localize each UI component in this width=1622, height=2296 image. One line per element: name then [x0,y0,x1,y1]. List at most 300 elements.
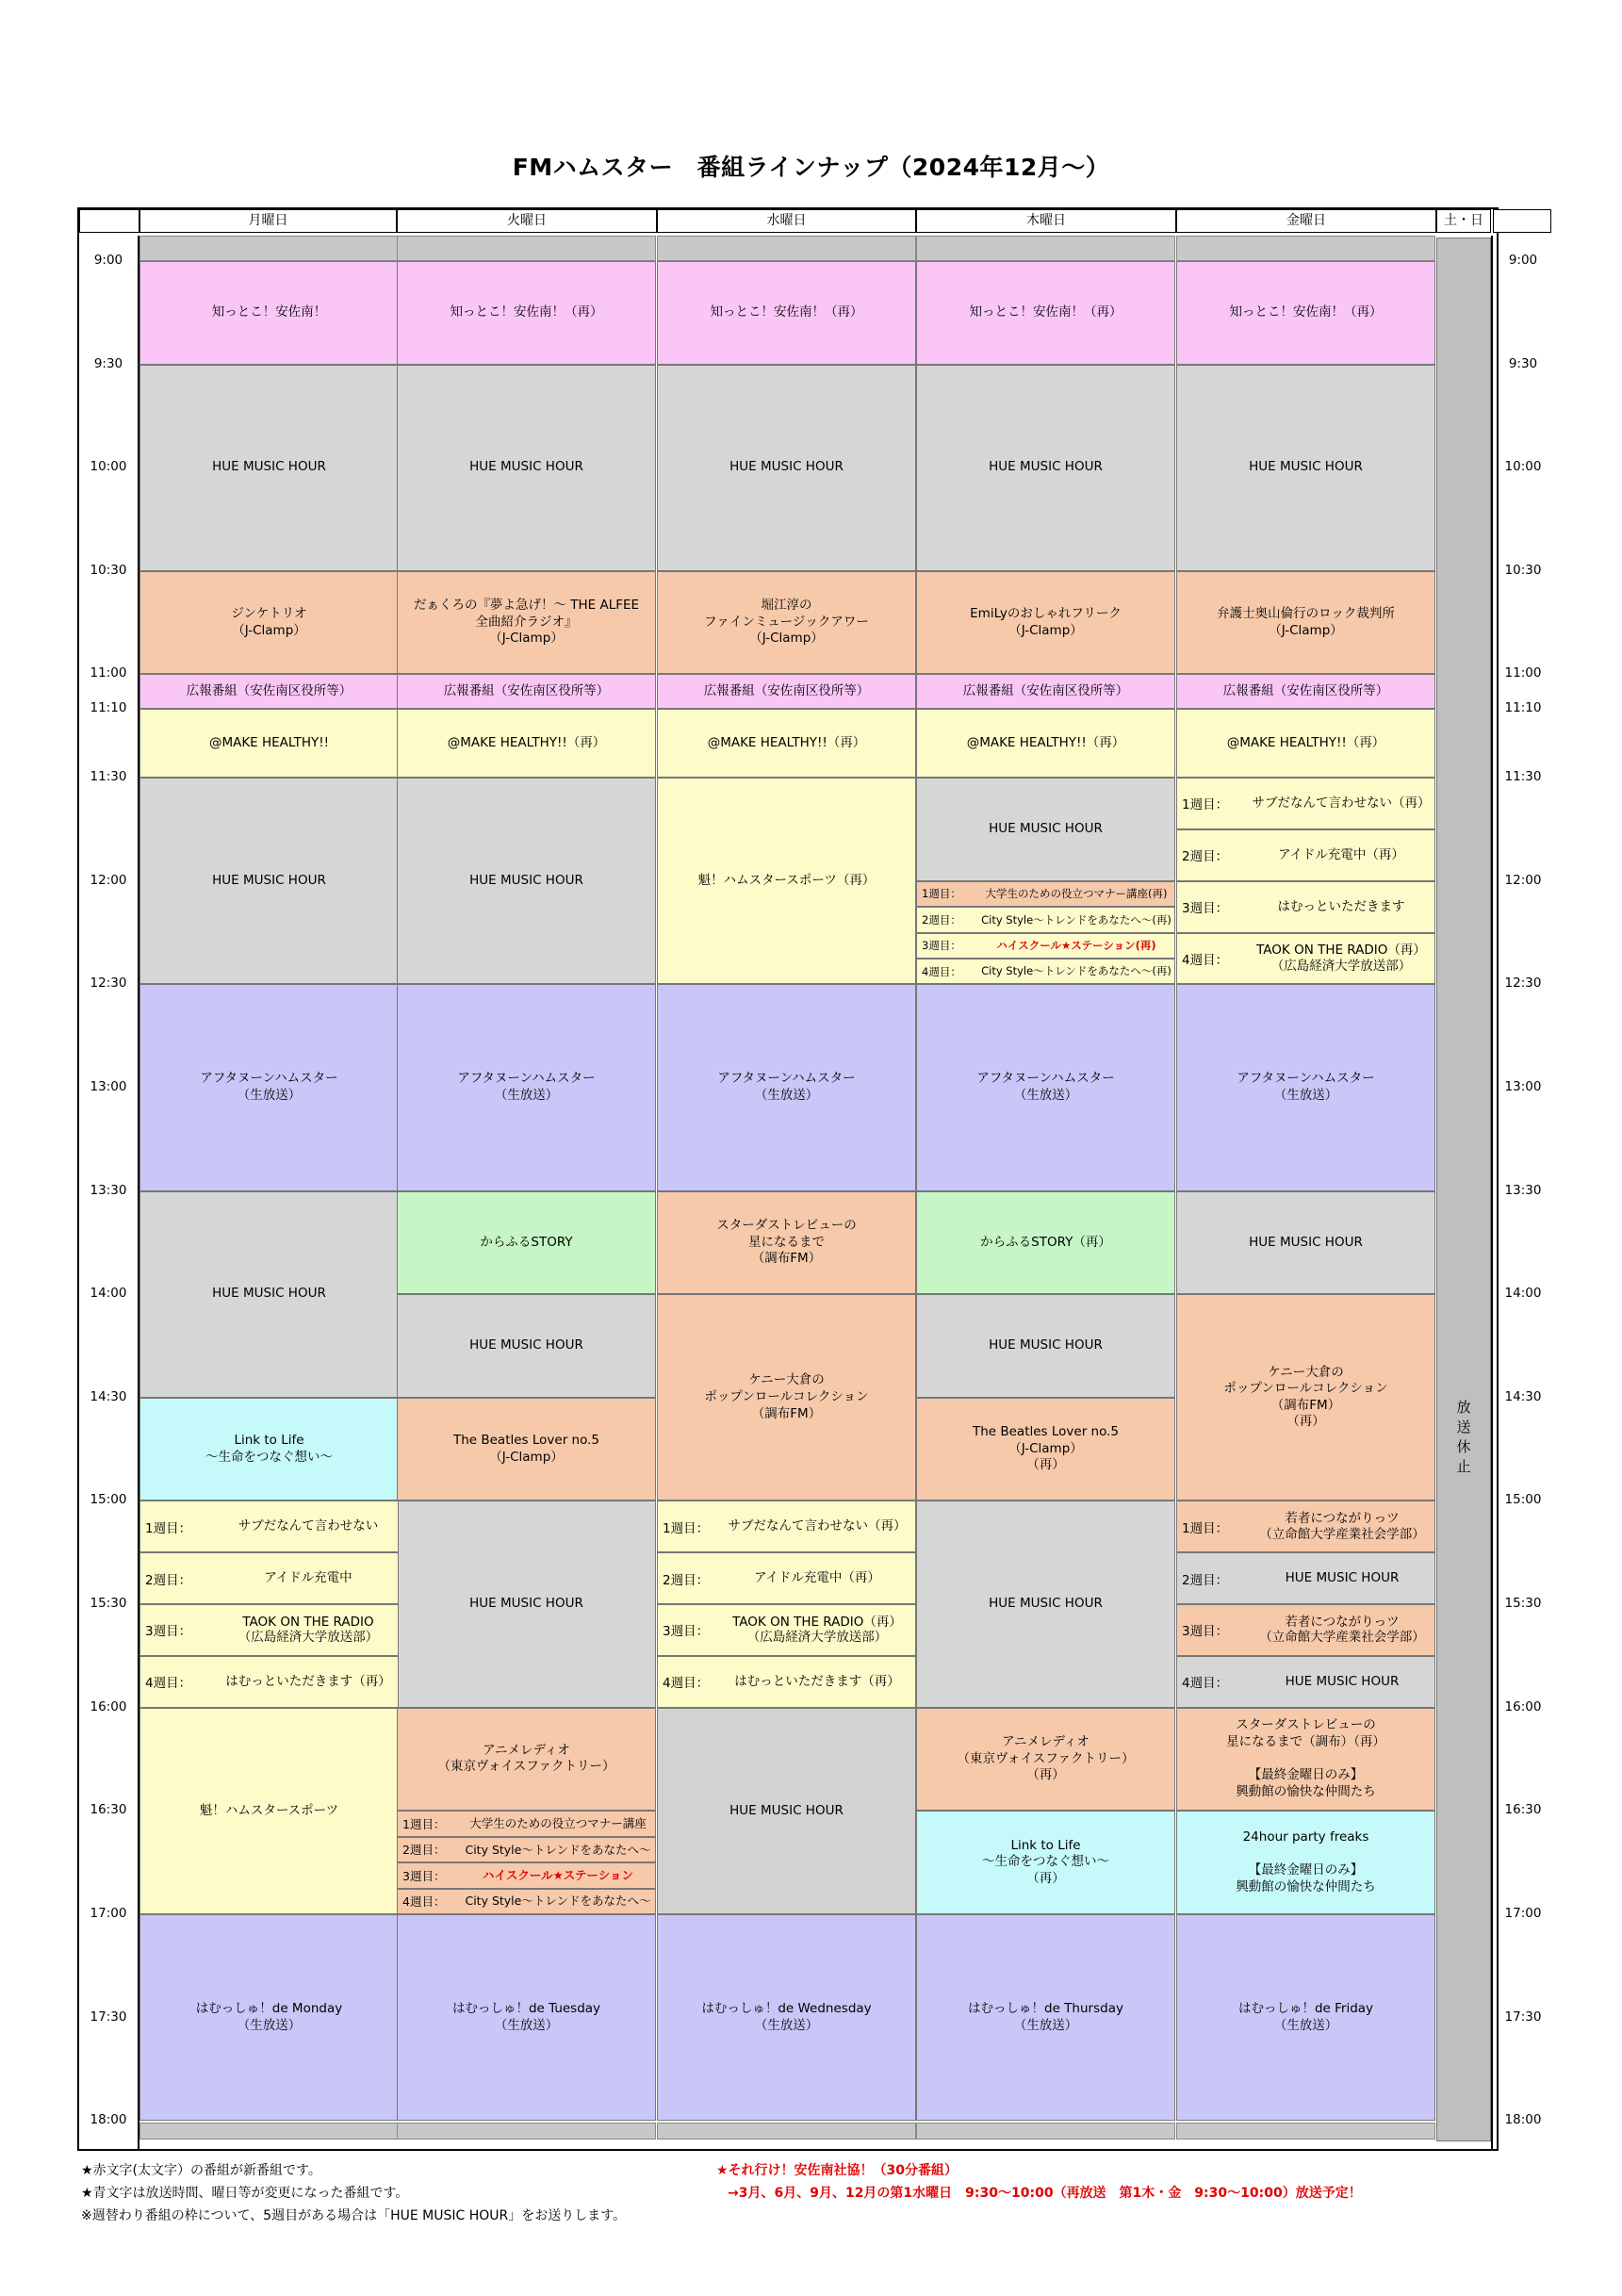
time-label-left: 14:30 [90,1388,127,1404]
program-title-line: （調布FM） [751,1405,822,1421]
separator-bar [1176,2123,1435,2140]
program-title-line: HUE MUSIC HOUR [212,1286,326,1302]
separator-bar [657,2123,916,2140]
separator-bar [397,2123,656,2140]
time-label-left: 11:10 [90,700,127,716]
weekly-rotation-row [139,1604,399,1656]
note-shakyo-schedule: →3月、6月、9月、12月の第1水曜日 9:30～10:00（再放送 第1木・金 9:30～10:00）放送予定！ [728,2186,1362,2201]
weekly-program-title [1248,899,1434,915]
program-title-line: （生放送） [494,1087,559,1103]
time-label-right: 10:00 [1504,459,1542,475]
week-number-label: 1週目： [402,1816,446,1831]
weekly-program-name: City Style～トレンドをあなたへ～(再) [981,964,1171,978]
weekly-program-title [978,964,1174,977]
time-label-right: 9:00 [1508,253,1538,268]
day-header: 金曜日 [1176,209,1436,233]
program-title-line: （生放送） [494,2017,559,2033]
program-cell [657,1294,916,1501]
weekly-program-producer: （広島経済大学放送部） [746,1630,888,1646]
program-title-line: （J-Clamp） [1269,622,1343,638]
program-title-line: 興動館の愉快な仲間たち [1236,1878,1376,1894]
program-title-line: HUE MUSIC HOUR [212,872,326,888]
week-number-label: 3週目： [663,1624,710,1640]
program-cell [397,261,656,365]
time-label-right: 12:30 [1504,976,1542,992]
program-title-line: HUE MUSIC HOUR [989,459,1103,475]
closed-label-char: 止 [1456,1458,1471,1475]
time-label-left: 16:00 [90,1698,127,1714]
week-number-label: 2週目： [1182,849,1229,865]
time-label-left: 12:00 [90,872,127,888]
program-cell [397,1191,656,1295]
program-title-line: 広報番組（安佐南区役所等） [443,682,610,698]
week-number-label: 4週目： [1182,1676,1229,1692]
program-title-line: 広報番組（安佐南区役所等） [186,682,352,698]
time-label-right: 16:00 [1504,1698,1542,1714]
header-corner [1493,209,1551,233]
weekly-rotation-row [916,959,1175,984]
week-number-label: 1週目： [145,1520,192,1536]
program-title-line: （調布FM） [751,1251,822,1267]
program-cell [139,1398,399,1501]
program-title-line: （J-Clamp） [489,631,564,647]
program-cell [1176,1294,1435,1501]
program-title-line: アニメレディオ [483,1742,570,1758]
program-title-line: アニメレディオ [1002,1734,1090,1750]
program-cell [139,778,399,984]
program-cell [1176,571,1435,675]
program-title-line: （生放送） [1013,1087,1078,1103]
program-title-line: はむっしゅ！de Friday [1237,2000,1374,2016]
program-title-line: （J-Clamp） [1008,1440,1083,1456]
weekly-program-title [219,1674,398,1690]
program-title-line: ファインミュージックアワー [704,614,869,630]
program-title-line: @MAKE HEALTHY!!（再） [447,734,606,750]
program-title-line: ～生命をつなぐ想い～ [982,1854,1109,1870]
time-label-left: 15:00 [90,1492,127,1508]
program-cell [1176,709,1435,778]
program-title-line: Link to Life [234,1433,304,1449]
time-label-right: 11:00 [1504,665,1542,681]
program-cell [139,261,399,365]
program-title-line: アフタヌーンハムスター [1237,1071,1375,1087]
weekly-program-name: サブだなんて言わせない [238,1518,379,1534]
program-cell [916,1811,1175,1914]
time-label-left: 11:30 [90,769,127,785]
week-number-label: 1週目： [663,1520,710,1536]
column-divider [1491,236,1493,2149]
program-title-line: （J-Clamp） [1008,622,1083,638]
program-cell [657,571,916,675]
program-cell [916,571,1175,675]
weekly-program-name: サブだなんて言わせない（再） [1252,795,1431,812]
program-title-line: HUE MUSIC HOUR [989,821,1103,837]
program-title-line: アフタヌーンハムスター [976,1071,1115,1087]
weekly-program-name: はむっといただきます（再） [225,1673,391,1689]
program-title-line: HUE MUSIC HOUR [989,1337,1103,1353]
program-cell [657,709,916,778]
weekly-rotation-row [1176,778,1435,829]
closed-label [1437,1398,1490,1477]
weekly-program-name: ハイスクール★ステーション [482,1867,634,1882]
weekly-program-name: ハイスクール★ステーション(再) [996,939,1156,953]
program-title-line: ケニー大倉の [748,1372,825,1388]
closed-label-char: 休 [1456,1438,1471,1455]
program-title-line: 知っとこ！安佐南！（再） [1229,304,1383,320]
program-cell [1176,1191,1435,1295]
program-title-line: 堀江淳の [761,598,812,614]
weekly-program-name: アイドル充電中（再） [1278,846,1404,862]
time-label-right: 11:10 [1504,700,1542,716]
program-title-line: ～生命をつなぐ想い～ [205,1449,333,1465]
program-title-line: 星になるまで [748,1234,825,1250]
week-number-label: 4週目： [145,1676,192,1692]
program-title-line: 魁！ハムスタースポーツ [199,1802,339,1818]
program-cell [916,709,1175,778]
weekly-program-name: 大学生のための役立つマナー講座 [469,1816,647,1831]
program-cell [916,1914,1175,2121]
program-cell [1176,365,1435,571]
program-title-line: HUE MUSIC HOUR [1249,459,1363,475]
weekly-program-name: TAOK ON THE RADIO（再） [1256,943,1426,959]
program-cell [397,984,656,1190]
program-title-line: （再） [1026,1457,1065,1473]
weekly-program-title [978,887,1174,900]
week-number-label: 4週目： [402,1894,446,1910]
program-cell [1176,674,1435,709]
program-title-line: HUE MUSIC HOUR [469,1337,583,1353]
program-title-line: スターダストレビューの [716,1218,857,1234]
program-cell [397,778,656,984]
note-fifth-week: ※週替わり番組の枠について、5週目がある場合は「HUE MUSIC HOUR」をお送りします。 [81,2208,627,2223]
closed-label-char: 放 [1456,1399,1471,1416]
program-cell [1176,261,1435,365]
weekly-rotation-row [397,1837,656,1862]
program-title-line: ポップンロールコレクション [1223,1381,1388,1397]
weekly-rotation-row [1176,933,1435,985]
program-title-line: @MAKE HEALTHY!! [208,734,330,750]
time-label-left: 17:00 [90,1905,127,1921]
program-cell [139,365,399,571]
program-cell [657,778,916,984]
week-number-label: 2週目： [145,1572,192,1588]
separator-bar [397,236,656,261]
weekly-program-name: 大学生のための役立つマナー講座(再) [985,887,1168,901]
weekly-program-name: HUE MUSIC HOUR [1285,1673,1400,1689]
program-cell [916,261,1175,365]
program-title-line: （J-Clamp） [489,1449,564,1465]
program-title-line: EmiLyのおしゃれフリーク [970,606,1122,622]
program-title-line: 星になるまで（調布）（再） [1226,1733,1385,1749]
weekly-rotation-row [657,1604,916,1656]
week-number-label: 3週目： [402,1868,446,1883]
program-title-line: HUE MUSIC HOUR [212,459,326,475]
weekly-rotation-row [916,907,1175,932]
program-cell [139,674,399,709]
program-cell [916,1501,1175,1707]
program-title-line: 24hour party freaks [1242,1829,1369,1845]
weekly-rotation-row [657,1501,916,1552]
weekly-program-producer: （立命館大学産業社会学部） [1259,1526,1425,1542]
day-header: 火曜日 [397,209,657,233]
program-cell [916,674,1175,709]
weekly-program-title [1250,1615,1434,1647]
week-number-label: 3週目： [1182,1624,1229,1640]
program-cell [139,571,399,675]
program-cell [397,1398,656,1501]
program-cell [397,674,656,709]
note-changed-programs: ★青文字は放送時間、曜日等が変更になった番組です。 [81,2186,409,2201]
program-cell [1176,1914,1435,2121]
time-label-right: 11:30 [1504,769,1542,785]
weekly-program-title [1250,1674,1434,1690]
weekly-program-name: サブだなんて言わせない（再） [728,1518,907,1534]
program-title-line: 広報番組（安佐南区役所等） [703,682,870,698]
time-label-right: 17:00 [1504,1905,1542,1921]
program-title-line: からふるSTORY（再） [980,1234,1111,1250]
program-title-line: スターダストレビューの [1236,1717,1376,1733]
week-number-label: 2週目： [1182,1572,1229,1588]
weekly-program-title [719,1518,915,1534]
program-title-line: （再） [1026,1870,1065,1886]
program-title-line: 弁護士奥山倫行のロック裁判所 [1217,606,1395,622]
program-title-line: 全曲紹介ラジオ』 [475,614,578,630]
weekly-program-title [719,1674,915,1690]
time-label-right: 14:30 [1504,1388,1542,1404]
program-title-line: はむっしゅ！de Tuesday [451,2000,601,2016]
weekly-program-name: 若者につながりっツ [1285,1614,1400,1630]
program-title-line: （J-Clamp） [232,622,306,638]
weekly-rotation-row [1176,881,1435,933]
week-number-label: 3週目： [1182,901,1229,917]
weekly-rotation-row [916,881,1175,907]
program-cell [916,1398,1175,1501]
weekly-program-producer: （立命館大学産業社会学部） [1259,1630,1425,1646]
weekly-program-title [219,1518,398,1534]
program-cell [657,261,916,365]
weekend-closed-column [1436,238,1491,2141]
weekly-rotation-row [139,1552,399,1604]
program-title-line: HUE MUSIC HOUR [469,872,583,888]
week-number-label: 1週目： [1182,797,1229,813]
program-cell [397,1914,656,2121]
program-title-line: ケニー大倉の [1268,1364,1344,1380]
week-number-label: 3週目： [145,1624,192,1640]
week-number-label: 2週目： [402,1843,446,1858]
program-cell [397,365,656,571]
weekly-program-title [219,1570,398,1586]
page-title: FMハムスター 番組ラインナップ（2024年12月～） [512,154,1110,181]
weekly-program-name: アイドル充電中 [264,1570,352,1586]
time-label-left: 9:30 [93,355,123,371]
time-label-left: 13:00 [90,1078,127,1094]
program-title-line: 魁！ハムスタースポーツ（再） [697,872,876,888]
program-cell [657,365,916,571]
weekly-program-title [1250,1570,1434,1586]
time-label-left: 18:00 [90,2112,127,2128]
program-cell [916,365,1175,571]
header-corner [79,209,139,233]
weekly-rotation-row [1176,1604,1435,1656]
note-shakyo-program: ★それ行け！安佐南社協！（30分番組） [716,2163,958,2178]
weekly-program-title [461,1816,655,1831]
program-cell [657,1191,916,1295]
weekly-program-title [461,1843,655,1858]
time-label-right: 15:30 [1504,1596,1542,1612]
weekly-program-name: City Style～トレンドをあなたへ～(再) [981,912,1171,927]
time-label-right: 12:00 [1504,872,1542,888]
program-title-line: （生放送） [754,1087,819,1103]
weekly-rotation-row [1176,1552,1435,1604]
program-title-line: HUE MUSIC HOUR [469,459,583,475]
weekly-rotation-row [397,1862,656,1888]
weekly-program-title [719,1615,915,1647]
week-number-label: 2週目： [663,1572,710,1588]
program-cell [397,1708,656,1812]
weekly-program-name: TAOK ON THE RADIO [242,1614,374,1630]
weekly-program-title [461,1868,655,1883]
program-title-line: 知っとこ！安佐南！ [211,304,327,320]
program-cell [916,1294,1175,1398]
weekly-rotation-row [397,1811,656,1836]
weekly-program-title [719,1570,915,1586]
weekly-program-name: City Style～トレンドをあなたへ～ [465,1842,651,1857]
program-cell [657,1708,916,1914]
program-title-line: アフタヌーンハムスター [200,1071,338,1087]
program-cell [916,778,1175,881]
time-label-left: 16:30 [90,1802,127,1818]
weekly-rotation-row [1176,1656,1435,1708]
weekly-program-title [1250,1511,1434,1543]
program-title-line: ポップンロールコレクション [704,1389,869,1405]
weekly-program-title [461,1894,655,1909]
program-cell [397,709,656,778]
program-title-line: HUE MUSIC HOUR [729,459,844,475]
program-title-line: （調布FM） [1270,1397,1341,1413]
program-title-line: （J-Clamp） [749,631,824,647]
program-title-line: （再） [1026,1767,1065,1783]
program-title-line: HUE MUSIC HOUR [469,1596,583,1612]
weekly-program-name: はむっといただきます（再） [734,1673,900,1689]
program-title-line: からふるSTORY [480,1234,573,1250]
program-title-line: （生放送） [1013,2017,1078,2033]
program-title-line: （再） [1286,1414,1325,1430]
weekly-rotation-row [657,1656,916,1708]
weekly-rotation-row [657,1552,916,1604]
weekly-rotation-row [139,1501,399,1552]
program-cell [397,571,656,675]
weekly-program-producer: （広島経済大学放送部） [238,1630,379,1646]
program-cell [916,984,1175,1190]
program-cell [916,1708,1175,1812]
weekly-program-title [1248,847,1434,863]
program-cell [139,1708,399,1914]
weekly-program-name: 若者につながりっツ [1285,1510,1400,1526]
program-title-line: Link to Life [1010,1837,1081,1853]
day-header: 木曜日 [916,209,1176,233]
program-title-line: @MAKE HEALTHY!!（再） [1226,734,1385,750]
program-cell [139,1914,399,2121]
week-number-label: 1週目： [922,887,961,901]
program-title-line: 興動館の愉快な仲間たち [1236,1784,1376,1800]
program-title-line: 知っとこ！安佐南！（再） [450,304,603,320]
program-title-line: （生放送） [1273,1087,1338,1103]
week-number-label: 1週目： [1182,1520,1229,1536]
program-title-line: 【最終金曜日のみ】 [1248,1767,1364,1783]
time-label-right: 14:00 [1504,1286,1542,1302]
program-title-line: （生放送） [237,1087,302,1103]
program-title-line: The Beatles Lover no.5 [452,1433,600,1449]
weekly-program-name: TAOK ON THE RADIO（再） [732,1614,902,1630]
program-title-line: @MAKE HEALTHY!!（再） [707,734,866,750]
day-header: 水曜日 [657,209,916,233]
program-title-line: （東京ヴォイスファクトリー） [437,1759,615,1775]
weekly-rotation-row [916,933,1175,959]
program-cell [657,674,916,709]
program-cell [657,984,916,1190]
program-title-line: ジンケトリオ [231,606,307,622]
week-number-label: 4週目： [663,1676,710,1692]
program-cell [139,984,399,1190]
time-label-right: 13:00 [1504,1078,1542,1094]
time-label-left: 10:00 [90,459,127,475]
time-label-left: 10:30 [90,562,127,578]
program-title-line: はむっしゅ！de Monday [195,2000,343,2016]
program-title-line: 知っとこ！安佐南！（再） [710,304,863,320]
program-cell [1176,984,1435,1190]
program-title-line: @MAKE HEALTHY!!（再） [966,734,1125,750]
program-title-line: だぁくろの『夢よ急げ！～ THE ALFEE [413,598,640,614]
time-label-right: 13:30 [1504,1182,1542,1198]
closed-label-char: 送 [1456,1419,1471,1435]
weekly-program-title [1248,943,1434,975]
program-title-line: 広報番組（安佐南区役所等） [1222,682,1389,698]
separator-bar [916,2123,1175,2140]
time-label-left: 14:00 [90,1286,127,1302]
day-header: 土・日 [1436,209,1491,233]
week-number-label: 4週目： [922,964,961,978]
program-cell [397,1294,656,1398]
weekly-rotation-row [1176,1501,1435,1552]
program-cell [916,1191,1175,1295]
program-title-line: 広報番組（安佐南区役所等） [962,682,1129,698]
weekly-program-title [1248,795,1434,812]
time-label-left: 12:30 [90,976,127,992]
program-title-line: （生放送） [237,2017,302,2033]
program-cell [139,1191,399,1398]
program-title-line: はむっしゅ！de Thursday [968,2000,1123,2016]
weekly-rotation-row [397,1889,656,1914]
weekly-program-producer: （広島経済大学放送部） [1270,958,1412,974]
time-label-right: 18:00 [1504,2112,1542,2128]
weekly-program-name: はむっといただきます [1277,898,1405,914]
weekly-program-title [978,939,1174,952]
time-label-left: 11:00 [90,665,127,681]
note-new-programs: ★赤文字(太文字）の番組が新番組です。 [81,2163,321,2178]
program-title-line: 知っとこ！安佐南！（再） [969,304,1122,320]
week-number-label: 3週目： [922,939,961,953]
program-title-line: HUE MUSIC HOUR [989,1596,1103,1612]
program-title-line: 【最終金曜日のみ】 [1248,1862,1364,1878]
separator-bar [1176,236,1435,261]
time-label-left: 9:00 [93,253,123,268]
program-cell [139,709,399,778]
week-number-label: 4週目： [1182,952,1229,968]
weekly-program-title [978,913,1174,927]
time-label-right: 9:30 [1508,355,1538,371]
weekly-program-name: HUE MUSIC HOUR [1285,1570,1400,1586]
program-title-line: アフタヌーンハムスター [457,1071,596,1087]
